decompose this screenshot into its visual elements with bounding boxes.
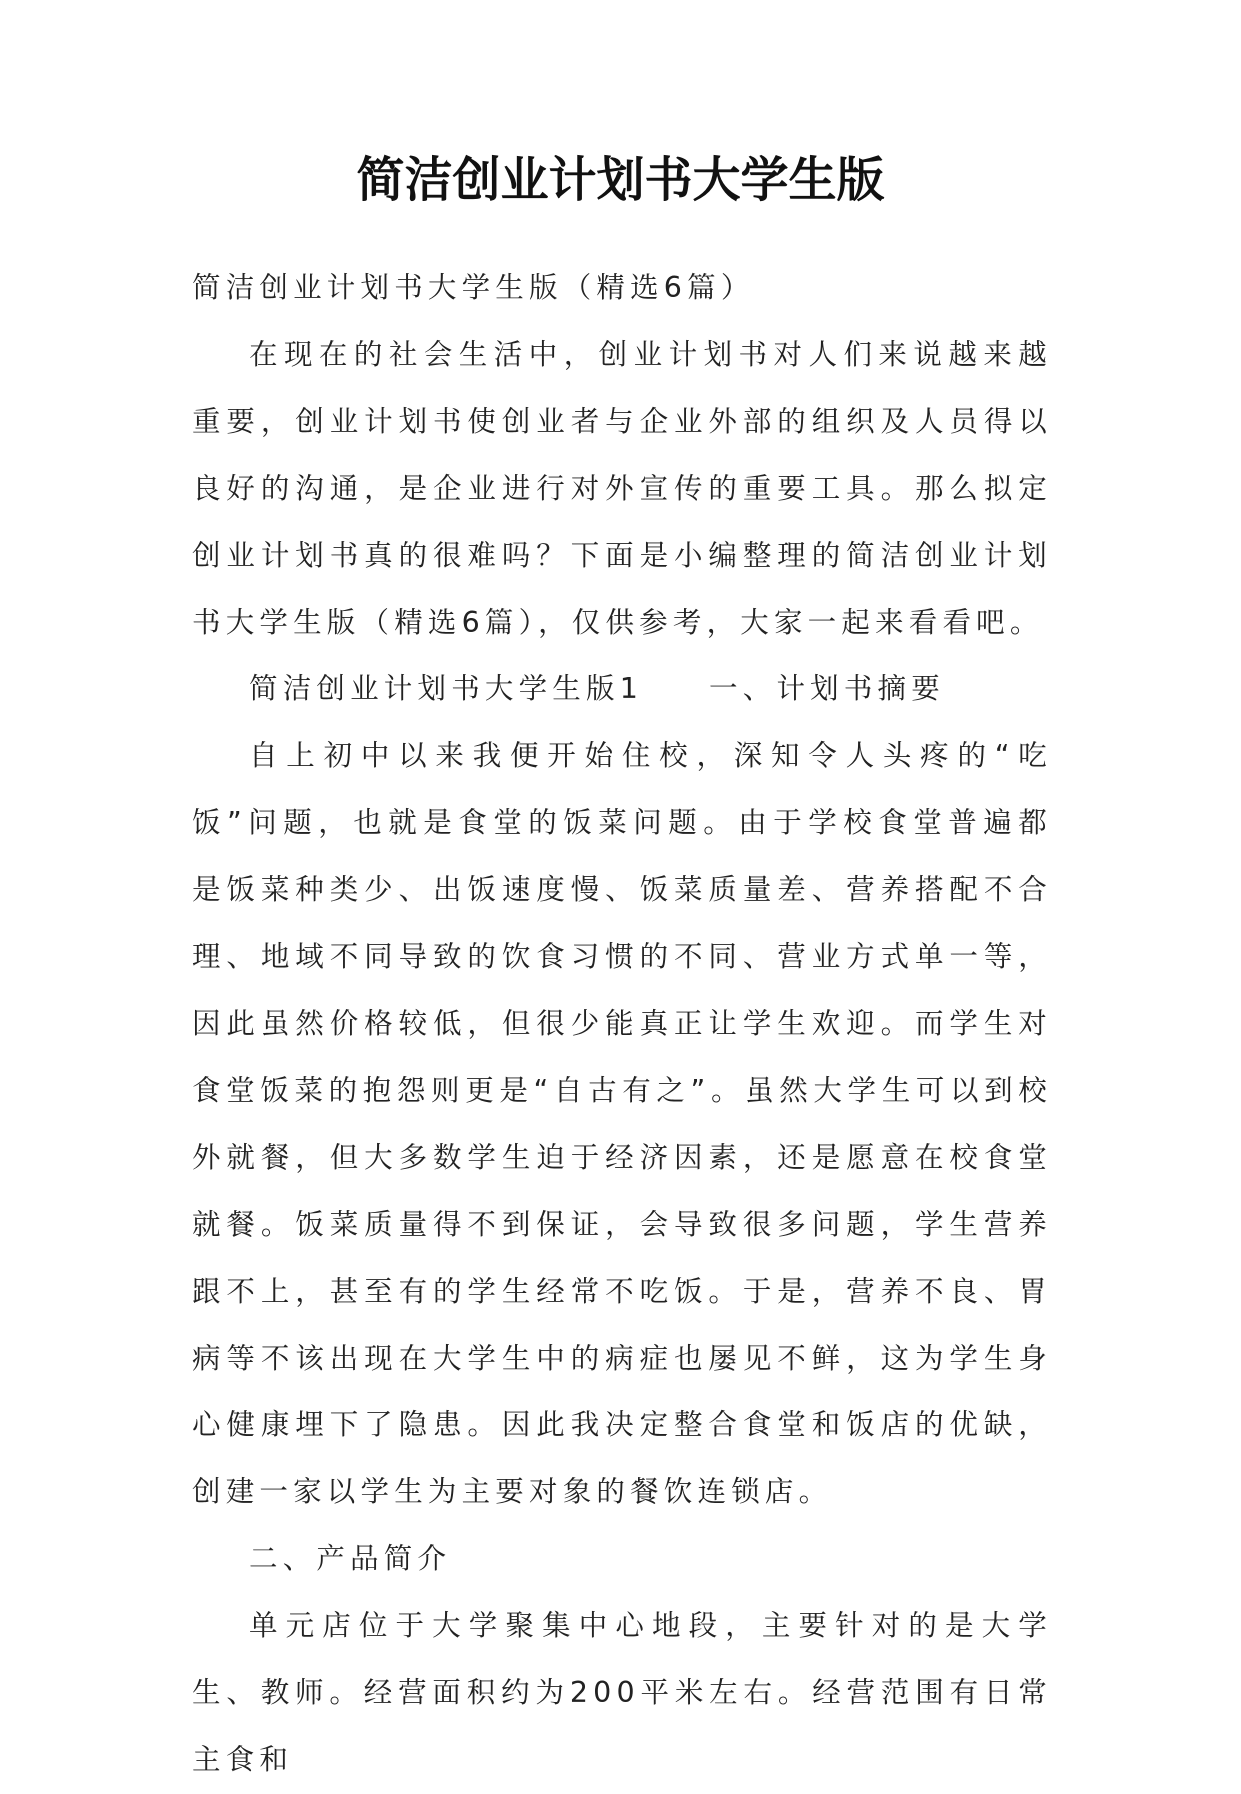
document-subtitle: 简洁创业计划书大学生版（精选6篇） [192, 271, 755, 304]
section-1-title-line [192, 656, 1052, 723]
section-2-heading: 二、产品简介 [249, 1542, 452, 1576]
section-1-heading: 一、计划书摘要 [709, 672, 945, 706]
section-1-paragraph: 自上初中以来我便开始住校，深知令人头疼的“吃饭”问题，也就是食堂的饭菜问题。由于学校食堂普遍都是饭菜种类少、出饭速度慢、饭菜质量差、营养搭配不合理、地域不同导致的饮食习惯的不同、营业方式单一等，因此虽然价格较低，但很少能真正让学生欢迎。而学生对食堂饭菜的抱怨则更是“自古有之”。虽然大学生可以到校外就餐，但大多数学生迫于经济因素，还是愿意在校食堂就餐。饭菜质量得不到保证，会导致很多问题，学生营养跟不上，甚至有的学生经常不吃饭。于是，营养不良、胃病等不该出现在大学生中的病症也屡见不鲜，这为学生身心健康埋下了隐患。因此我决定整合食堂和饭店的优缺，创建一家以学生为主要对象的餐饮连锁店。 [192, 739, 1052, 1509]
document-title: 简洁创业计划书大学生版 [356, 152, 885, 208]
section-1-title: 简洁创业计划书大学生版1 [249, 672, 644, 706]
document-body [192, 255, 1052, 1794]
intro-paragraph: 在现在的社会生活中，创业计划书对人们来说越来越重要，创业计划书使创业者与企业外部的组织及人员得以良好的沟通，是企业进行对外宣传的重要工具。那么拟定创业计划书真的很难吗？下面是小编整理的简洁创业计划书大学生版（精选6篇），仅供参考，大家一起来看看吧。 [192, 337, 1052, 639]
section-2-paragraph: 单元店位于大学聚集中心地段，主要针对的是大学生、教师。经营面积约为200平米左右。经营范围有日常主食和 [192, 1609, 1052, 1776]
